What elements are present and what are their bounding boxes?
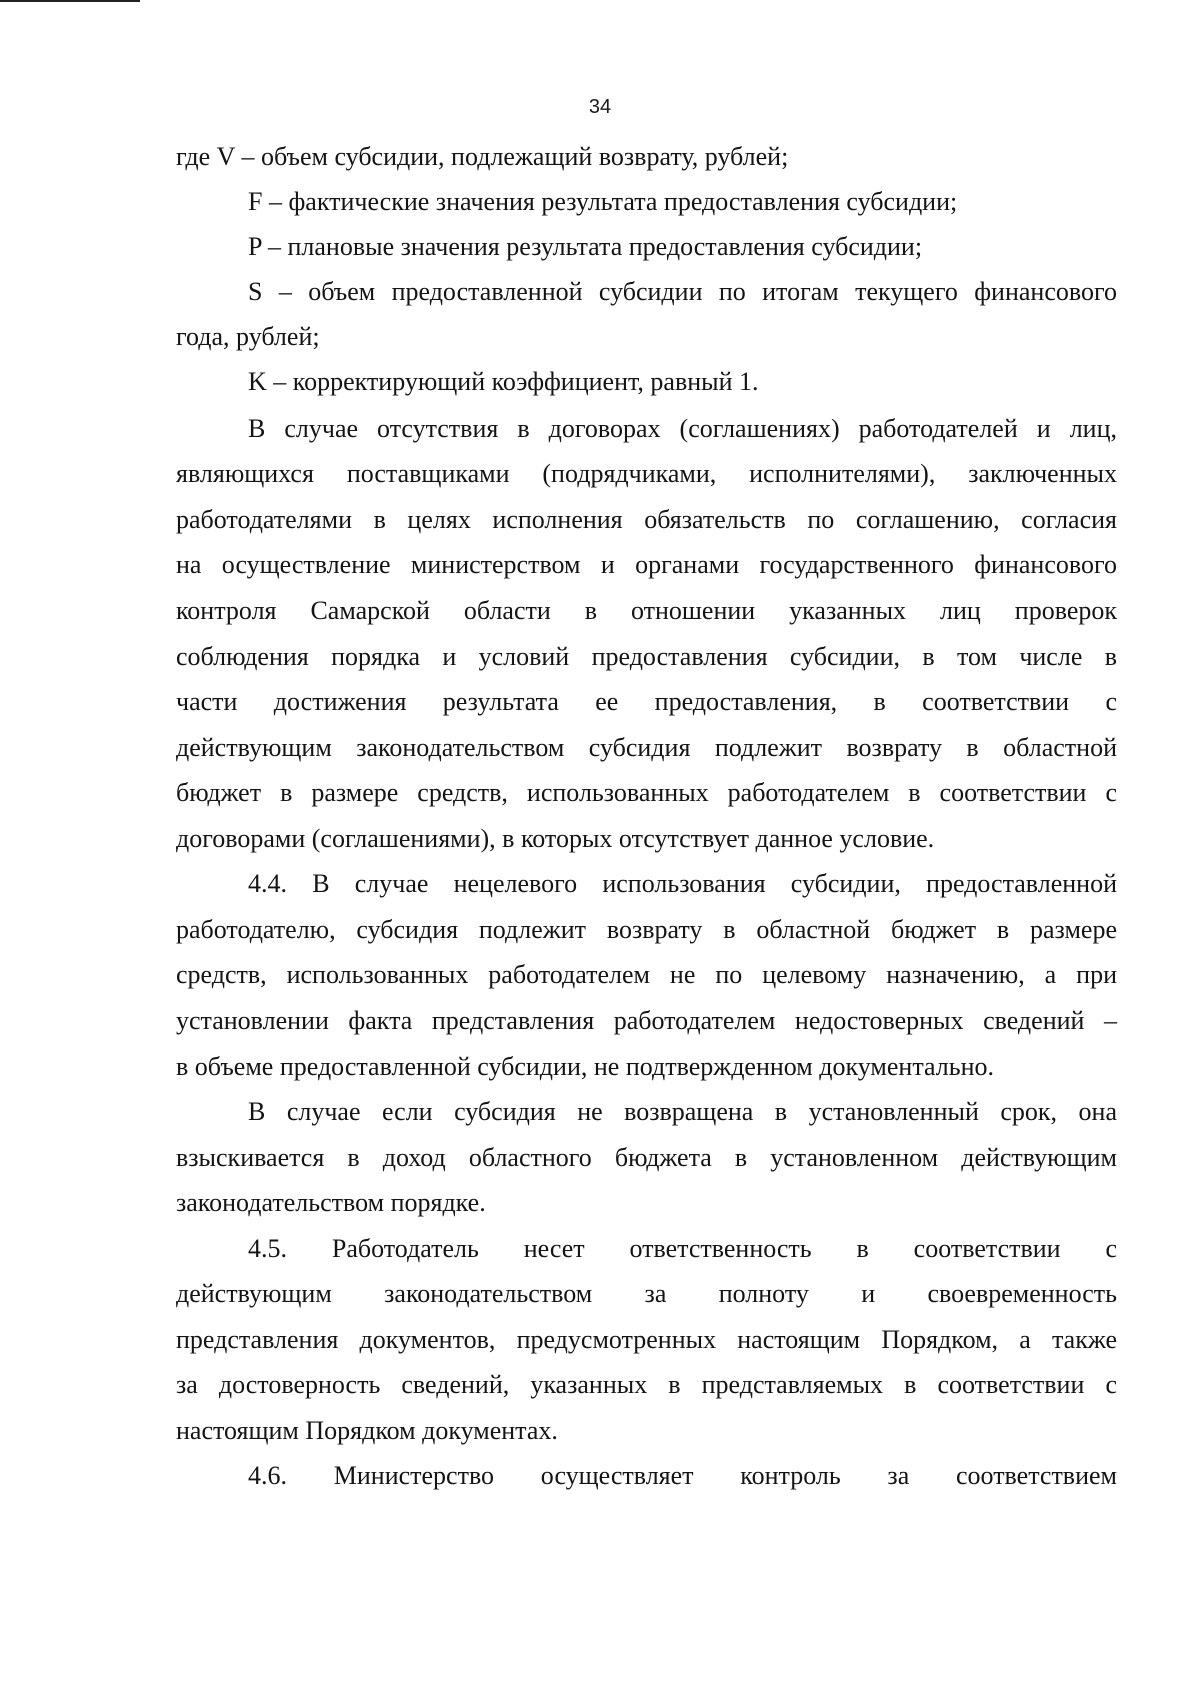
text-line: действующим законодательством за полноту и своевременность	[176, 1279, 1117, 1308]
text-line: работодателями в целях исполнения обязательств по соглашению, согласия	[176, 505, 1117, 534]
text-line: средств, использованных работодателем не по целевому назначению, а при	[176, 960, 1117, 989]
text-line: соблюдения порядка и условий предоставления субсидии, в том числе в	[176, 642, 1117, 671]
text-line: 4.5. Работодатель несет ответственность в соответствии с	[248, 1234, 1117, 1263]
text-line: бюджет в размере средств, использованных работодателем в соответствии с	[176, 778, 1117, 807]
text-line: являющихся поставщиками (подрядчиками, исполнителями), заключенных	[176, 459, 1117, 488]
text-line: P – плановые значения результата предоставления субсидии;	[248, 232, 923, 261]
page-number: 34	[588, 96, 612, 118]
text-line: в объеме предоставленной субсидии, не подтвержденном документально.	[176, 1052, 995, 1081]
text-line: года, рублей;	[176, 322, 320, 351]
text-line: контроля Самарской области в отношении указанных лиц проверок	[176, 596, 1117, 625]
text-line: где V – объем субсидии, подлежащий возврату, рублей;	[176, 142, 789, 171]
text-line: установлении факта представления работодателем недостоверных сведений –	[176, 1006, 1117, 1035]
text-line: законодательством порядке.	[176, 1188, 486, 1217]
text-line: 4.4. В случае нецелевого использования субсидии, предоставленной	[248, 869, 1117, 898]
text-line: В случае отсутствия в договорах (соглашениях) работодателей и лиц,	[248, 414, 1117, 443]
text-line: части достижения результата ее предоставления, в соответствии с	[176, 687, 1117, 716]
text-line: K – корректирующий коэффициент, равный 1.	[248, 367, 759, 396]
text-line: В случае если субсидия не возвращена в установленный срок, она	[248, 1097, 1117, 1126]
text-line: F – фактические значения результата предоставления субсидии;	[248, 187, 958, 216]
text-line: взыскивается в доход областного бюджета в установленном действующим	[176, 1143, 1117, 1172]
text-line: 4.6. Министерство осуществляет контроль за соответствием	[248, 1461, 1117, 1490]
text-line: настоящим Порядком документах.	[176, 1416, 558, 1445]
scan-edge-mark	[0, 0, 140, 2]
text-line: S – объем предоставленной субсидии по итогам текущего финансового	[248, 277, 1117, 306]
text-line: за достоверность сведений, указанных в представляемых в соответствии с	[176, 1370, 1117, 1399]
text-line: действующим законодательством субсидия подлежит возврату в областной	[176, 733, 1117, 762]
text-line: представления документов, предусмотренных настоящим Порядком, а также	[176, 1325, 1117, 1354]
text-line: работодателю, субсидия подлежит возврату в областной бюджет в размере	[176, 915, 1117, 944]
text-line: на осуществление министерством и органами государственного финансового	[176, 550, 1117, 579]
text-line: договорами (соглашениями), в которых отсутствует данное условие.	[176, 824, 935, 853]
